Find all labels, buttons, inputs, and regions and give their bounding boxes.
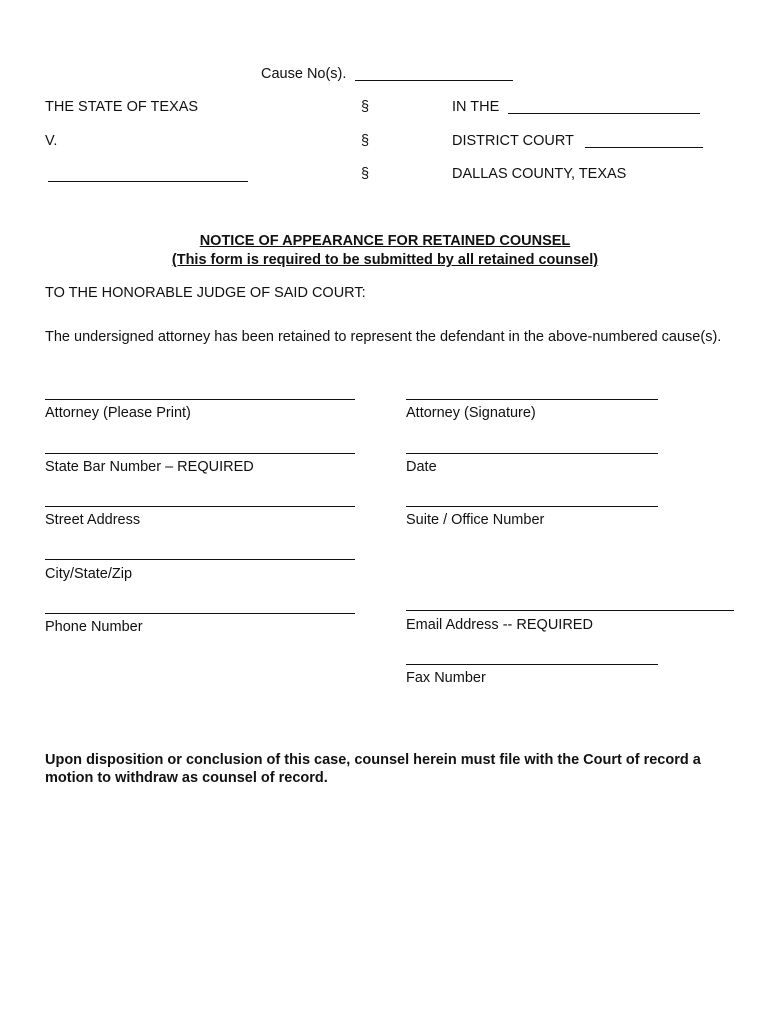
cause-number-blank[interactable]: [355, 80, 513, 81]
fax-number-label: Fax Number: [406, 670, 486, 686]
date-line[interactable]: [406, 453, 658, 454]
in-the-label: IN THE: [452, 99, 500, 115]
date-label: Date: [406, 459, 437, 475]
section-symbol-2: §: [361, 133, 370, 149]
section-symbol-1: §: [361, 99, 370, 115]
suite-label: Suite / Office Number: [406, 512, 545, 528]
versus-label: V.: [45, 133, 58, 149]
state-bar-label: State Bar Number – REQUIRED: [45, 459, 254, 475]
disposition-notice: Upon disposition or conclusion of this case, counsel herein must file with the Court of record a motion to withdraw as counsel of record.: [45, 752, 701, 786]
county-label: DALLAS COUNTY, TEXAS: [452, 166, 627, 182]
attorney-signature-line[interactable]: [406, 399, 658, 400]
notice-title: NOTICE OF APPEARANCE FOR RETAINED COUNSEL: [199, 233, 571, 249]
notice-subtitle: (This form is required to be submitted by all retained counsel): [171, 252, 599, 268]
defendant-name-blank[interactable]: [48, 181, 248, 182]
phone-number-line[interactable]: [45, 613, 355, 614]
attorney-signature-label: Attorney (Signature): [406, 405, 536, 421]
retained-statement: The undersigned attorney has been retained to represent the defendant in the above-numbered cause(s).: [45, 329, 722, 345]
cause-number-label: Cause No(s).: [261, 66, 347, 82]
fax-number-line[interactable]: [406, 664, 658, 665]
email-address-label: Email Address -- REQUIRED: [406, 617, 593, 633]
district-court-label: DISTRICT COURT: [452, 133, 574, 149]
attorney-print-line[interactable]: [45, 399, 355, 400]
state-of-texas-label: THE STATE OF TEXAS: [45, 99, 199, 115]
attorney-print-label: Attorney (Please Print): [45, 405, 191, 421]
salutation: TO THE HONORABLE JUDGE OF SAID COURT:: [45, 285, 366, 301]
city-state-zip-line[interactable]: [45, 559, 355, 560]
suite-line[interactable]: [406, 506, 658, 507]
phone-number-label: Phone Number: [45, 619, 143, 635]
city-state-zip-label: City/State/Zip: [45, 566, 133, 582]
district-court-blank[interactable]: [585, 147, 703, 148]
in-the-blank[interactable]: [508, 113, 700, 114]
email-address-line[interactable]: [406, 610, 734, 611]
section-symbol-3: §: [361, 166, 370, 182]
street-address-line[interactable]: [45, 506, 355, 507]
state-bar-line[interactable]: [45, 453, 355, 454]
street-address-label: Street Address: [45, 512, 141, 528]
